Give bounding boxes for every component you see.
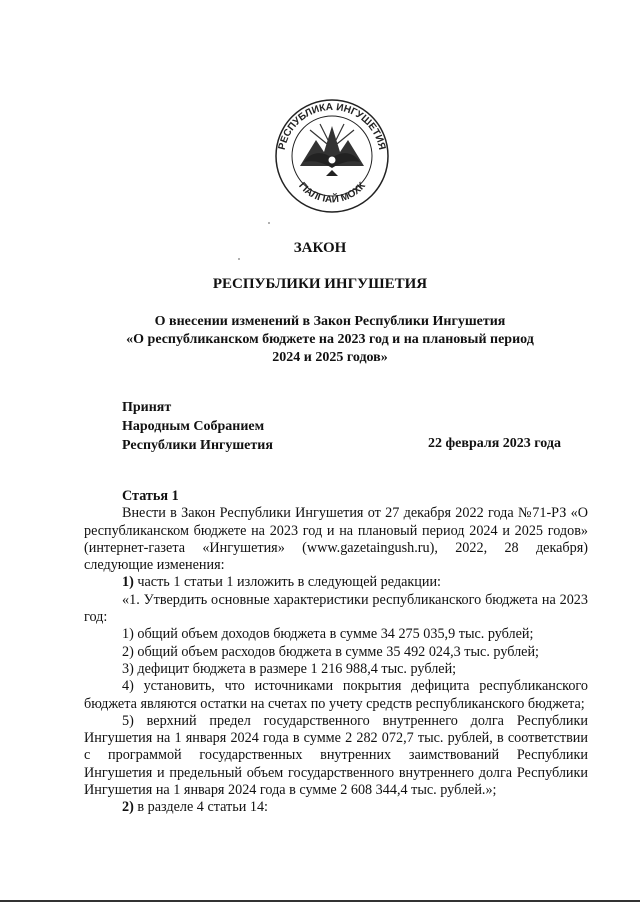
law-title-line: «О республиканском бюджете на 2023 год и на плановый период (126, 332, 534, 347)
adopted-line: Народным Собранием (122, 419, 265, 434)
item-number: 2) (122, 799, 134, 816)
item-text: часть 1 статьи 1 изложить в следующей редакции: (133, 574, 441, 591)
amendment-item-1 (84, 574, 588, 591)
issuer: РЕСПУБЛИКИ ИНГУШЕТИЯ (212, 276, 428, 292)
scan-edge-line (0, 900, 640, 902)
subitem-4: 4) установить, что источниками покрытия дефицита республиканского бюджета являются остатки на счетах по учету средств республиканского бюджета; (84, 678, 588, 712)
subitem-5: 5) верхний предел государственного внутреннего долга Республики Ингушетия на 1 января 2024 года в сумме 2 282 072,7 тыс. рублей, в соответствии с программой государственных внутренних заимствований Республики Ингушетия и предельный объем государственного внутреннего долга Республики Ингушетия на 1 января 2024 года в сумме 2 608 344,4 тыс. рублей.»; (84, 712, 588, 799)
scan-speck (268, 222, 270, 224)
emblem (270, 96, 394, 216)
adopted-block (122, 398, 273, 455)
subitem-2: 2) общий объем расходов бюджета в сумме 35 492 024,3 тыс. рублей; (122, 643, 539, 660)
intro-paragraph: Внести в Закон Республики Ингушетия от 27 декабря 2022 года №71-РЗ «О республиканском бюджете на 2023 год и на плановый период 2024 и 2025 годов» (интернет-газета «Ингушетия» (www.gazetaingush.ru), 2022, 28 декабря) следующие изменения: (84, 505, 588, 574)
document-type: ЗАКОН (293, 240, 347, 256)
adopted-line: Принят (122, 400, 172, 415)
adoption-date: 22 февраля 2023 года (428, 436, 561, 451)
amendment-item-2 (84, 799, 588, 816)
adopted-line: Республики Ингушетия (122, 438, 273, 453)
republic-emblem-icon (270, 96, 394, 216)
scan-speck (238, 258, 240, 260)
law-title-line: О внесении изменений в Закон Республики Ингушетия (154, 314, 506, 329)
item-text: в разделе 4 статьи 14: (133, 799, 268, 816)
article-heading: Статья 1 (122, 488, 179, 504)
subitem-1: 1) общий объем доходов бюджета в сумме 34 275 035,9 тыс. рублей; (122, 626, 534, 643)
svg-text:ГIАЛГIАЙ МОХК (296, 180, 368, 206)
law-title-line: 2024 и 2025 годов» (272, 350, 388, 365)
emblem-top-text: РЕСПУБЛИКА ИНГУШЕТИЯ (276, 101, 388, 151)
law-body (84, 488, 588, 817)
item-number: 1) (122, 574, 134, 591)
law-title (80, 313, 580, 367)
quote-paragraph: «1. Утвердить основные характеристики республиканского бюджета на 2023 год: (84, 591, 588, 626)
subitem-3: 3) дефицит бюджета в размере 1 216 988,4 тыс. рублей; (122, 660, 457, 677)
emblem-bottom-text: ГIАЛГIАЙ МОХК (296, 180, 368, 206)
